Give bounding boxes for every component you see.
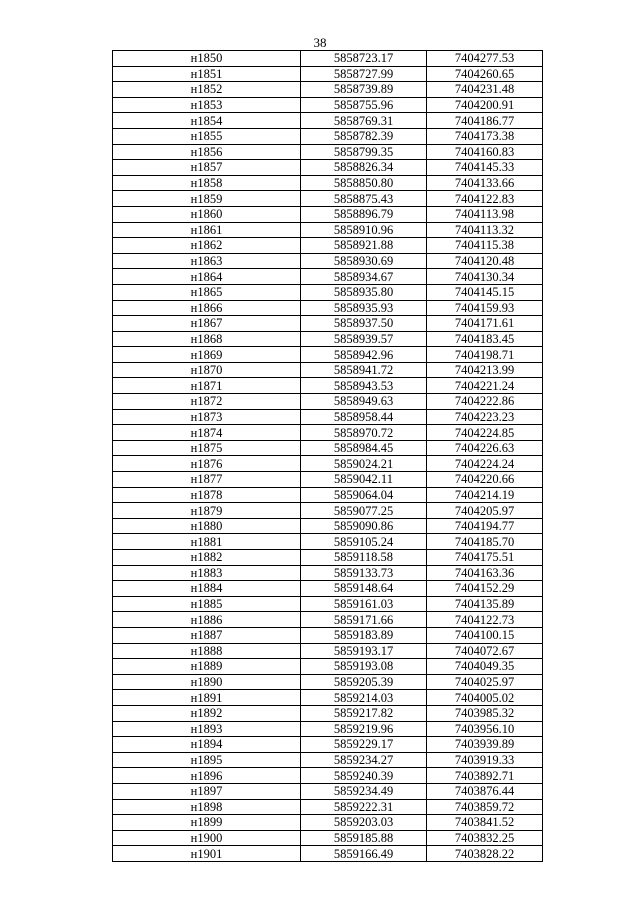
point-id-cell: н1866 [113, 300, 301, 316]
point-id-cell: н1895 [113, 752, 301, 768]
y-coordinate-cell: 7403956.10 [427, 721, 543, 737]
point-id-cell: н1858 [113, 175, 301, 191]
table-row [113, 799, 543, 815]
x-coordinate-cell: 5858941.72 [301, 362, 427, 378]
point-id-cell: н1882 [113, 550, 301, 566]
y-coordinate-cell: 7404173.38 [427, 128, 543, 144]
table-row [113, 222, 543, 238]
y-coordinate-cell: 7404100.15 [427, 627, 543, 643]
x-coordinate-cell: 5858875.43 [301, 191, 427, 207]
table-row [113, 705, 543, 721]
table-row [113, 690, 543, 706]
y-coordinate-cell: 7404175.51 [427, 550, 543, 566]
table-row [113, 721, 543, 737]
point-id-cell: н1875 [113, 440, 301, 456]
y-coordinate-cell: 7404130.34 [427, 269, 543, 285]
x-coordinate-cell: 5859205.39 [301, 674, 427, 690]
point-id-cell: н1897 [113, 783, 301, 799]
x-coordinate-cell: 5859229.17 [301, 737, 427, 753]
table-row [113, 66, 543, 82]
table-row [113, 362, 543, 378]
table-row [113, 472, 543, 488]
table-row [113, 815, 543, 831]
point-id-cell: н1865 [113, 284, 301, 300]
table-row [113, 783, 543, 799]
point-id-cell: н1873 [113, 409, 301, 425]
x-coordinate-cell: 5858921.88 [301, 238, 427, 254]
y-coordinate-cell: 7404205.97 [427, 503, 543, 519]
point-id-cell: н1856 [113, 144, 301, 160]
point-id-cell: н1859 [113, 191, 301, 207]
table-row [113, 284, 543, 300]
y-coordinate-cell: 7403841.52 [427, 815, 543, 831]
y-coordinate-cell: 7404025.97 [427, 674, 543, 690]
point-id-cell: н1855 [113, 128, 301, 144]
point-id-cell: н1879 [113, 503, 301, 519]
x-coordinate-cell: 5858826.34 [301, 160, 427, 176]
y-coordinate-cell: 7404145.33 [427, 160, 543, 176]
point-id-cell: н1901 [113, 846, 301, 862]
y-coordinate-cell: 7404152.29 [427, 581, 543, 597]
y-coordinate-cell: 7404198.71 [427, 347, 543, 363]
table-row [113, 627, 543, 643]
table-row [113, 128, 543, 144]
x-coordinate-cell: 5859240.39 [301, 768, 427, 784]
table-row [113, 175, 543, 191]
y-coordinate-cell: 7404186.77 [427, 113, 543, 129]
table-row [113, 752, 543, 768]
x-coordinate-cell: 5859090.86 [301, 518, 427, 534]
point-id-cell: н1886 [113, 612, 301, 628]
y-coordinate-cell: 7404159.93 [427, 300, 543, 316]
table-row [113, 659, 543, 675]
x-coordinate-cell: 5859234.49 [301, 783, 427, 799]
table-row [113, 425, 543, 441]
coordinates-table [112, 50, 543, 862]
table-row [113, 378, 543, 394]
point-id-cell: н1871 [113, 378, 301, 394]
point-id-cell: н1862 [113, 238, 301, 254]
y-coordinate-cell: 7404222.86 [427, 394, 543, 410]
y-coordinate-cell: 7403892.71 [427, 768, 543, 784]
y-coordinate-cell: 7404115.38 [427, 238, 543, 254]
point-id-cell: н1883 [113, 565, 301, 581]
table-row [113, 253, 543, 269]
x-coordinate-cell: 5859077.25 [301, 503, 427, 519]
y-coordinate-cell: 7404231.48 [427, 82, 543, 98]
x-coordinate-cell: 5859214.03 [301, 690, 427, 706]
y-coordinate-cell: 7404171.61 [427, 316, 543, 332]
x-coordinate-cell: 5858930.69 [301, 253, 427, 269]
y-coordinate-cell: 7404072.67 [427, 643, 543, 659]
point-id-cell: н1896 [113, 768, 301, 784]
y-coordinate-cell: 7404005.02 [427, 690, 543, 706]
y-coordinate-cell: 7404220.66 [427, 472, 543, 488]
table-row [113, 581, 543, 597]
x-coordinate-cell: 5858739.89 [301, 82, 427, 98]
x-coordinate-cell: 5858727.99 [301, 66, 427, 82]
y-coordinate-cell: 7404163.36 [427, 565, 543, 581]
point-id-cell: н1860 [113, 206, 301, 222]
x-coordinate-cell: 5859234.27 [301, 752, 427, 768]
point-id-cell: н1887 [113, 627, 301, 643]
table-row [113, 113, 543, 129]
x-coordinate-cell: 5859219.96 [301, 721, 427, 737]
y-coordinate-cell: 7403919.33 [427, 752, 543, 768]
table-row [113, 394, 543, 410]
table-row [113, 830, 543, 846]
x-coordinate-cell: 5859183.89 [301, 627, 427, 643]
x-coordinate-cell: 5858939.57 [301, 331, 427, 347]
point-id-cell: н1892 [113, 705, 301, 721]
point-id-cell: н1867 [113, 316, 301, 332]
table-row [113, 331, 543, 347]
y-coordinate-cell: 7404122.73 [427, 612, 543, 628]
x-coordinate-cell: 5858755.96 [301, 97, 427, 113]
point-id-cell: н1878 [113, 487, 301, 503]
point-id-cell: н1857 [113, 160, 301, 176]
point-id-cell: н1868 [113, 331, 301, 347]
x-coordinate-cell: 5859193.08 [301, 659, 427, 675]
point-id-cell: н1852 [113, 82, 301, 98]
x-coordinate-cell: 5858799.35 [301, 144, 427, 160]
table-row [113, 97, 543, 113]
table-row [113, 409, 543, 425]
y-coordinate-cell: 7403828.22 [427, 846, 543, 862]
x-coordinate-cell: 5858935.93 [301, 300, 427, 316]
table-row [113, 534, 543, 550]
point-id-cell: н1864 [113, 269, 301, 285]
table-row [113, 456, 543, 472]
y-coordinate-cell: 7403939.89 [427, 737, 543, 753]
x-coordinate-cell: 5858850.80 [301, 175, 427, 191]
table-row [113, 82, 543, 98]
page-number: 38 [313, 35, 327, 50]
table-row [113, 316, 543, 332]
x-coordinate-cell: 5858896.79 [301, 206, 427, 222]
point-id-cell: н1889 [113, 659, 301, 675]
point-id-cell: н1876 [113, 456, 301, 472]
x-coordinate-cell: 5858934.67 [301, 269, 427, 285]
table-row [113, 51, 543, 67]
table-row [113, 612, 543, 628]
table-row [113, 518, 543, 534]
coordinates-table-body [113, 51, 543, 862]
table-row [113, 269, 543, 285]
y-coordinate-cell: 7404226.63 [427, 440, 543, 456]
point-id-cell: н1853 [113, 97, 301, 113]
x-coordinate-cell: 5858910.96 [301, 222, 427, 238]
table-row [113, 440, 543, 456]
point-id-cell: н1863 [113, 253, 301, 269]
table-row [113, 144, 543, 160]
point-id-cell: н1888 [113, 643, 301, 659]
table-row [113, 347, 543, 363]
point-id-cell: н1861 [113, 222, 301, 238]
x-coordinate-cell: 5858782.39 [301, 128, 427, 144]
point-id-cell: н1884 [113, 581, 301, 597]
y-coordinate-cell: 7404213.99 [427, 362, 543, 378]
table-row [113, 238, 543, 254]
point-id-cell: н1900 [113, 830, 301, 846]
table-row [113, 160, 543, 176]
x-coordinate-cell: 5859185.88 [301, 830, 427, 846]
x-coordinate-cell: 5858970.72 [301, 425, 427, 441]
table-row [113, 596, 543, 612]
y-coordinate-cell: 7404160.83 [427, 144, 543, 160]
y-coordinate-cell: 7404185.70 [427, 534, 543, 550]
y-coordinate-cell: 7403832.25 [427, 830, 543, 846]
y-coordinate-cell: 7404183.45 [427, 331, 543, 347]
y-coordinate-cell: 7404260.65 [427, 66, 543, 82]
y-coordinate-cell: 7404224.24 [427, 456, 543, 472]
table-row [113, 191, 543, 207]
x-coordinate-cell: 5858943.53 [301, 378, 427, 394]
point-id-cell: н1881 [113, 534, 301, 550]
x-coordinate-cell: 5859133.73 [301, 565, 427, 581]
x-coordinate-cell: 5859222.31 [301, 799, 427, 815]
y-coordinate-cell: 7404122.83 [427, 191, 543, 207]
table-row [113, 487, 543, 503]
x-coordinate-cell: 5858984.45 [301, 440, 427, 456]
y-coordinate-cell: 7404113.98 [427, 206, 543, 222]
x-coordinate-cell: 5858935.80 [301, 284, 427, 300]
y-coordinate-cell: 7404224.85 [427, 425, 543, 441]
y-coordinate-cell: 7404145.15 [427, 284, 543, 300]
table-row [113, 550, 543, 566]
x-coordinate-cell: 5859064.04 [301, 487, 427, 503]
x-coordinate-cell: 5858949.63 [301, 394, 427, 410]
y-coordinate-cell: 7403876.44 [427, 783, 543, 799]
x-coordinate-cell: 5858769.31 [301, 113, 427, 129]
table-row [113, 846, 543, 862]
y-coordinate-cell: 7404223.23 [427, 409, 543, 425]
point-id-cell: н1872 [113, 394, 301, 410]
point-id-cell: н1885 [113, 596, 301, 612]
point-id-cell: н1869 [113, 347, 301, 363]
table-row [113, 768, 543, 784]
table-row [113, 565, 543, 581]
point-id-cell: н1893 [113, 721, 301, 737]
point-id-cell: н1890 [113, 674, 301, 690]
table-row [113, 643, 543, 659]
point-id-cell: н1850 [113, 51, 301, 67]
x-coordinate-cell: 5859161.03 [301, 596, 427, 612]
y-coordinate-cell: 7403859.72 [427, 799, 543, 815]
y-coordinate-cell: 7404133.66 [427, 175, 543, 191]
y-coordinate-cell: 7404113.32 [427, 222, 543, 238]
y-coordinate-cell: 7404194.77 [427, 518, 543, 534]
x-coordinate-cell: 5859042.11 [301, 472, 427, 488]
point-id-cell: н1851 [113, 66, 301, 82]
table-row [113, 300, 543, 316]
x-coordinate-cell: 5859118.58 [301, 550, 427, 566]
point-id-cell: н1899 [113, 815, 301, 831]
y-coordinate-cell: 7403985.32 [427, 705, 543, 721]
point-id-cell: н1894 [113, 737, 301, 753]
x-coordinate-cell: 5859166.49 [301, 846, 427, 862]
point-id-cell: н1854 [113, 113, 301, 129]
table-row [113, 737, 543, 753]
table-row [113, 674, 543, 690]
point-id-cell: н1870 [113, 362, 301, 378]
x-coordinate-cell: 5859148.64 [301, 581, 427, 597]
point-id-cell: н1880 [113, 518, 301, 534]
x-coordinate-cell: 5859024.21 [301, 456, 427, 472]
x-coordinate-cell: 5858723.17 [301, 51, 427, 67]
table-row [113, 503, 543, 519]
point-id-cell: н1877 [113, 472, 301, 488]
point-id-cell: н1874 [113, 425, 301, 441]
x-coordinate-cell: 5858937.50 [301, 316, 427, 332]
y-coordinate-cell: 7404277.53 [427, 51, 543, 67]
table-row [113, 206, 543, 222]
x-coordinate-cell: 5859203.03 [301, 815, 427, 831]
y-coordinate-cell: 7404135.89 [427, 596, 543, 612]
point-id-cell: н1898 [113, 799, 301, 815]
x-coordinate-cell: 5859105.24 [301, 534, 427, 550]
y-coordinate-cell: 7404200.91 [427, 97, 543, 113]
x-coordinate-cell: 5859193.17 [301, 643, 427, 659]
x-coordinate-cell: 5859171.66 [301, 612, 427, 628]
x-coordinate-cell: 5858958.44 [301, 409, 427, 425]
y-coordinate-cell: 7404221.24 [427, 378, 543, 394]
y-coordinate-cell: 7404214.19 [427, 487, 543, 503]
x-coordinate-cell: 5858942.96 [301, 347, 427, 363]
point-id-cell: н1891 [113, 690, 301, 706]
x-coordinate-cell: 5859217.82 [301, 705, 427, 721]
y-coordinate-cell: 7404049.35 [427, 659, 543, 675]
y-coordinate-cell: 7404120.48 [427, 253, 543, 269]
